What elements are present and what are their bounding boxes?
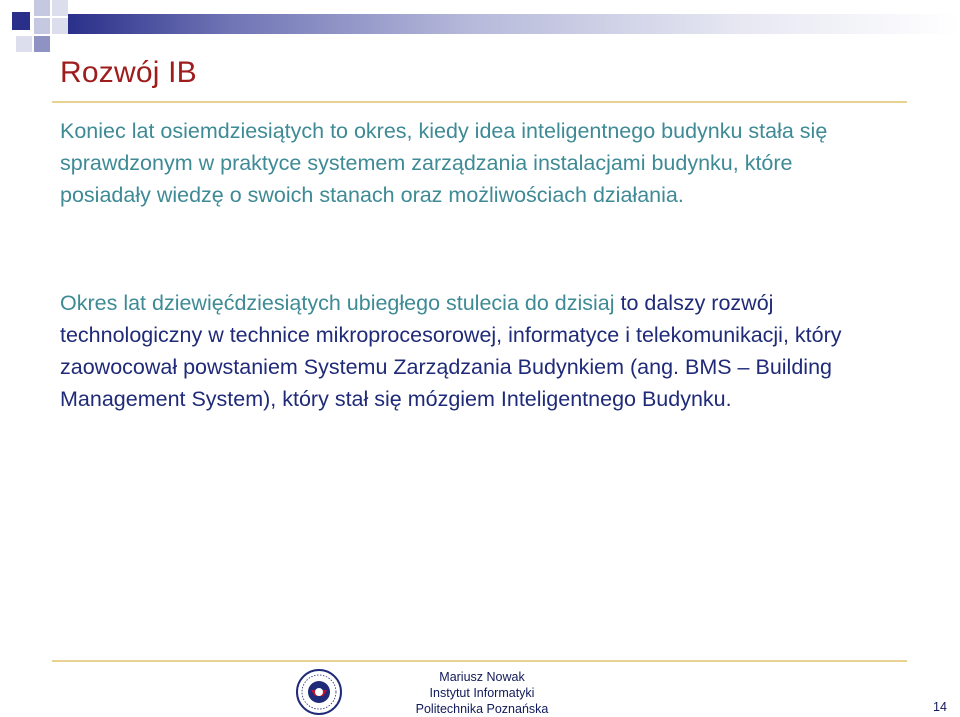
paragraph-2-rest: to dalszy rozwój technologiczny w technice mikroprocesorowej, informatyce i telekomunikacji, który zaowocował powstaniem Systemu Zarządzania Budynkiem (ang. BMS – Building Management System), który stał się mózgiem Inteligentnego Budynku. bbox=[60, 291, 842, 411]
footer-institute: Instytut Informatyki bbox=[429, 686, 535, 700]
footer-author: Mariusz Nowak bbox=[439, 670, 525, 684]
paragraph-2 bbox=[60, 287, 900, 415]
slide-title: Rozwój IB bbox=[60, 56, 197, 89]
paragraph-2-lead: Okres lat dziewięćdziesiątych ubiegłego stulecia do dzisiaj bbox=[60, 291, 615, 315]
university-logo bbox=[293, 668, 345, 716]
page-number: 14 bbox=[933, 700, 947, 714]
footer-university: Politechnika Poznańska bbox=[415, 702, 549, 716]
footer-credits bbox=[392, 669, 572, 717]
header-gradient-bar bbox=[68, 14, 960, 34]
title-divider bbox=[52, 101, 907, 103]
footer-divider bbox=[52, 660, 907, 662]
paragraph-1: Koniec lat osiemdziesiątych to okres, kiedy idea inteligentnego budynku stała się sprawdzonym w praktyce systemem zarządzania instalacjami budynku, które posiadały wiedzę o swoich stanach oraz możliwościach działania. bbox=[60, 119, 828, 207]
